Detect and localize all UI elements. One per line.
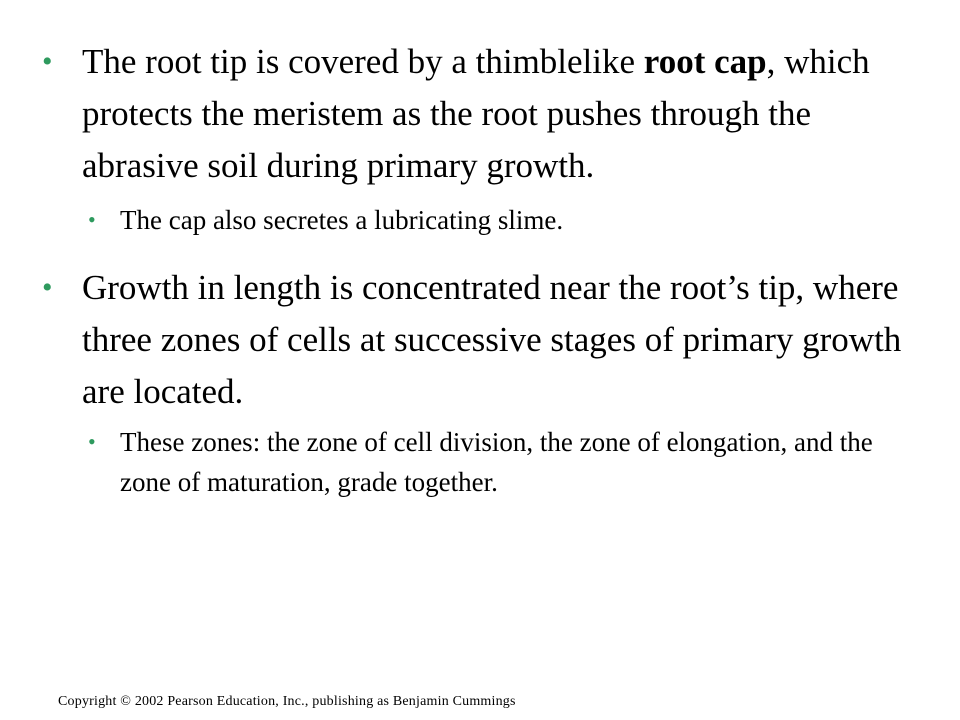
bullet-dot-icon: • [42,45,53,78]
sub-bullet-text: These zones: the zone of cell division, the zone of elongation, and the zone of maturation, grade together. [120,427,873,497]
copyright-notice: Copyright © 2002 Pearson Education, Inc., publishing as Benjamin Cummings [58,694,516,709]
bullet-text-start: The root tip is covered by a thimblelike [82,42,644,81]
bullet-text: Growth in length is concentrated near the root’s tip, where three zones of cells at successive stages of primary growth are located. [82,268,902,411]
sub-bullet-zones [88,422,908,502]
bullet-text-end: , which protects the meristem as the root pushes through the abrasive soil during primary growth. [82,42,870,185]
bullet-growth-length [42,262,902,418]
term-root-cap: root cap [643,42,767,81]
bullet-text [82,36,902,192]
bullet-root-cap [42,36,902,192]
bullet-dot-icon: • [88,207,96,232]
sub-bullet-slime [88,200,908,240]
bullet-dot-icon: • [88,429,96,454]
sub-bullet-text: The cap also secretes a lubricating slime. [120,205,564,235]
bullet-dot-icon: • [42,271,53,304]
